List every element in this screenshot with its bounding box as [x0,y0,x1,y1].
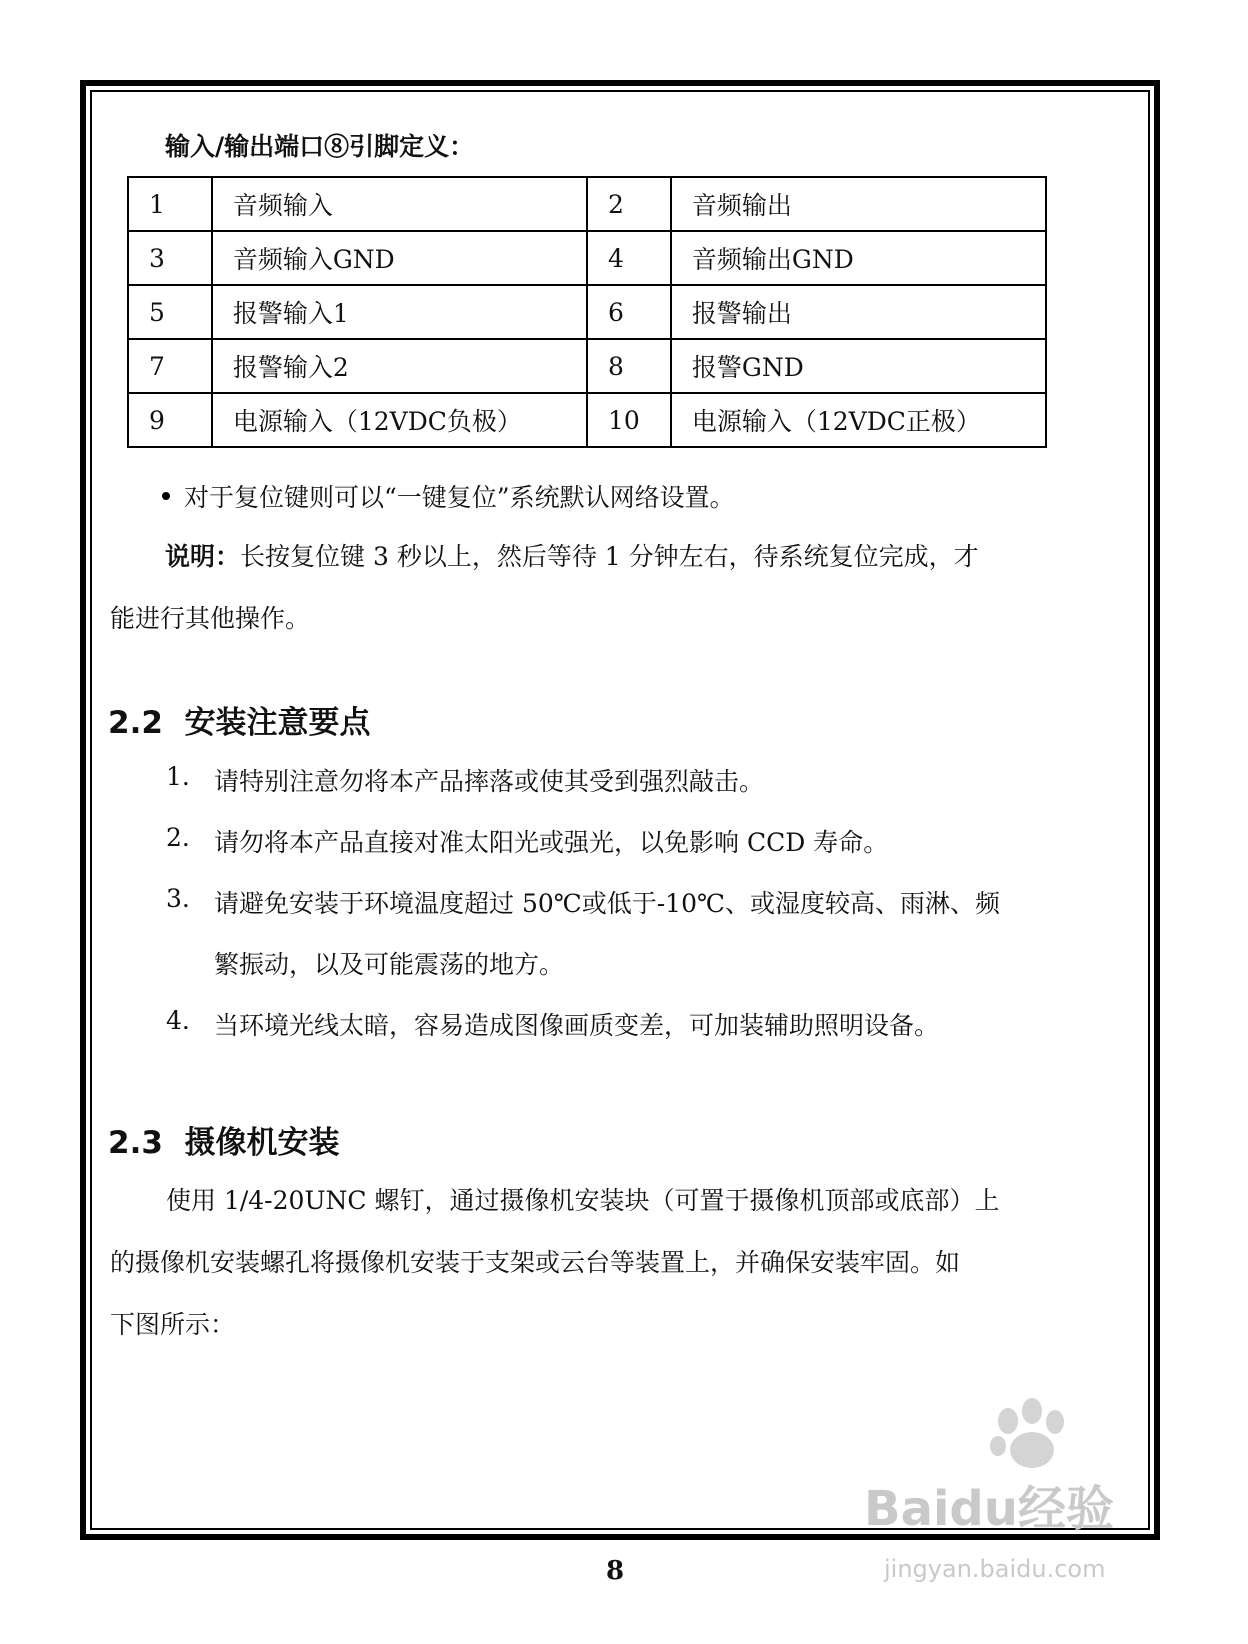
table-row [128,393,1046,447]
list-item-text: 请勿将本产品直接对准太阳光或强光，以免影响 CCD 寿命。 [214,828,889,857]
pin-number-cell: 6 [587,285,671,339]
pin-number-cell: 9 [128,393,212,447]
note-line-2: 能进行其他操作。 [110,604,311,633]
note-label: 说明： [165,542,241,571]
pin-label-cell: 电源输入（12VDC负极） [212,393,587,447]
pin-number-cell: 10 [587,393,671,447]
page-number: 8 [606,1556,625,1586]
pin-label-cell: 报警输入2 [212,339,587,393]
note-line-1 [165,537,979,573]
pin-definition-table [127,176,1047,448]
section-2-2-number: 2.2 [108,705,163,741]
pin-label-cell: 报警输出 [671,285,1046,339]
list-item-number: 1. [166,762,190,791]
pin-number-cell: 4 [587,231,671,285]
pin-number-cell: 5 [128,285,212,339]
watermark-brand: Baidu经验 [864,1481,1114,1537]
watermark-url: jingyan.baidu.com [884,1555,1106,1583]
pin-label-cell: 音频输入 [212,177,587,231]
bullet-icon [162,492,170,500]
table-row [128,285,1046,339]
section-2-3-heading [108,1117,340,1162]
install-paragraph-line-1: 使用 1/4-20UNC 螺钉，通过摄像机安装块（可置于摄像机顶部或底部）上 [166,1186,1000,1215]
pin-number-cell: 2 [587,177,671,231]
list-item-number: 2. [166,823,190,852]
list-item-text-continued: 繁振动，以及可能震荡的地方。 [214,950,565,979]
io-port-heading: 输入/输出端口⑧引脚定义： [165,132,475,161]
section-2-3-title: 摄像机安装 [184,1125,340,1161]
pin-label-cell: 报警GND [671,339,1046,393]
list-item-text: 请避免安装于环境温度超过 50℃或低于-10℃、或湿度较高、雨淋、频 [214,889,1000,918]
pin-label-cell: 音频输入GND [212,231,587,285]
table-row [128,231,1046,285]
pin-number-cell: 8 [587,339,671,393]
pin-number-cell: 1 [128,177,212,231]
pin-label-cell: 音频输出GND [671,231,1046,285]
list-item-text: 当环境光线太暗，容易造成图像画质变差，可加装辅助照明设备。 [214,1011,940,1040]
table-row [128,339,1046,393]
list-item-text: 请特别注意勿将本产品摔落或使其受到强烈敲击。 [214,767,765,796]
section-2-2-title: 安装注意要点 [184,705,371,741]
install-paragraph-line-3: 下图所示： [110,1310,236,1339]
reset-bullet-text: 对于复位键则可以“一键复位”系统默认网络设置。 [184,483,735,512]
table-row [128,177,1046,231]
pin-number-cell: 3 [128,231,212,285]
pin-label-cell: 电源输入（12VDC正极） [671,393,1046,447]
pin-number-cell: 7 [128,339,212,393]
pin-label-cell: 音频输出 [671,177,1046,231]
section-2-2-heading [108,697,371,742]
list-item-number: 3. [166,884,190,913]
section-2-3-number: 2.3 [108,1125,163,1161]
note-text-1: 长按复位键 3 秒以上，然后等待 1 分钟左右，待系统复位完成，才 [240,542,979,571]
install-paragraph-line-2: 的摄像机安装螺孔将摄像机安装于支架或云台等装置上，并确保安装牢固。如 [110,1248,961,1277]
list-item-number: 4. [166,1006,190,1035]
pin-label-cell: 报警输入1 [212,285,587,339]
